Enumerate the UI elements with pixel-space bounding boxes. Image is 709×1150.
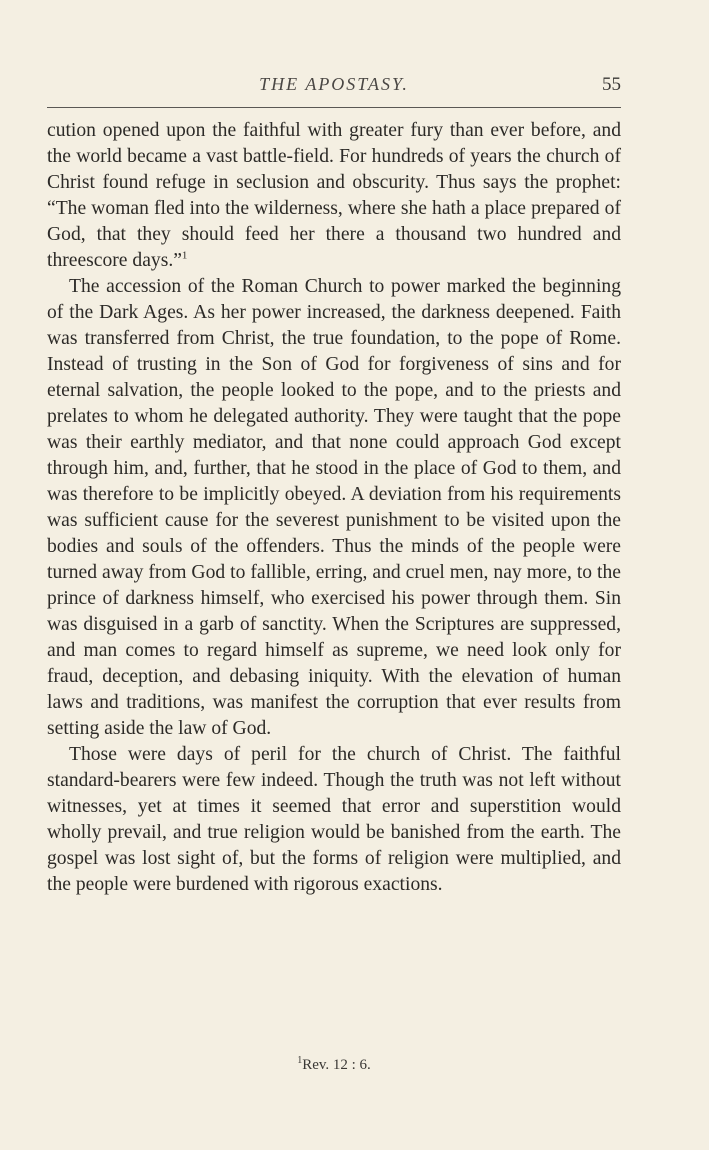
page-number: 55 (602, 74, 621, 95)
paragraph-continuation (47, 118, 621, 274)
footnote-text: Rev. 12 : 6. (302, 1057, 371, 1073)
body-text (47, 118, 621, 898)
footnote-reference: 1 (181, 249, 188, 262)
header-rule (47, 107, 621, 108)
paragraph: Those were days of peril for the church of Christ. The faithful standard-bearers were few indeed. Though the truth was not left without witnesses, yet at times it seemed that error and superstition would wholly prevail, and true religion would be banished from the earth. The gospel was lost sight of, but the forms of religion were multiplied, and the people were burdened with rigorous exactions. (47, 744, 621, 895)
footnote-mark: 1 (297, 1055, 303, 1066)
paragraph-text: cution opened upon the faithful with greater fury than ever before, and the world became a vast battle-field. For hundreds of years the church of Christ found refuge in seclusion and obscurity. Thus says the prophet: “The woman fled into the wilderness, where she hath a place prepared of God, that they should feed her there a thousand two hundred and threescore days.” (47, 120, 621, 271)
footnote (47, 1057, 621, 1074)
running-head (47, 74, 621, 98)
paragraph: The accession of the Roman Church to power marked the beginning of the Dark Ages. As her power increased, the darkness deepened. Faith was transferred from Christ, the true foundation, to the pope of Rome. Instead of trusting in the Son of God for forgiveness of sins and for eternal salvation, the people looked to the pope, and to the priests and prelates to whom he delegated authority. They were taught that the pope was their earthly mediator, and that none could approach God except through him, and, further, that he stood in the place of God to them, and was therefore to be implicitly obeyed. A deviation from his requirements was sufficient cause for the severest punishment to be visited upon the bodies and souls of the offenders. Thus the minds of the people were turned away from God to fallible, erring, and cruel men, nay more, to the prince of darkness himself, who exercised his power through them. Sin was disguised in a garb of sanctity. When the Scriptures are suppressed, and man comes to regard himself as supreme, we need look only for fraud, deception, and debasing iniquity. With the elevation of human laws and traditions, was manifest the corruption that ever results from setting aside the law of God. (47, 276, 621, 739)
running-title: THE APOSTASY. (259, 74, 409, 94)
